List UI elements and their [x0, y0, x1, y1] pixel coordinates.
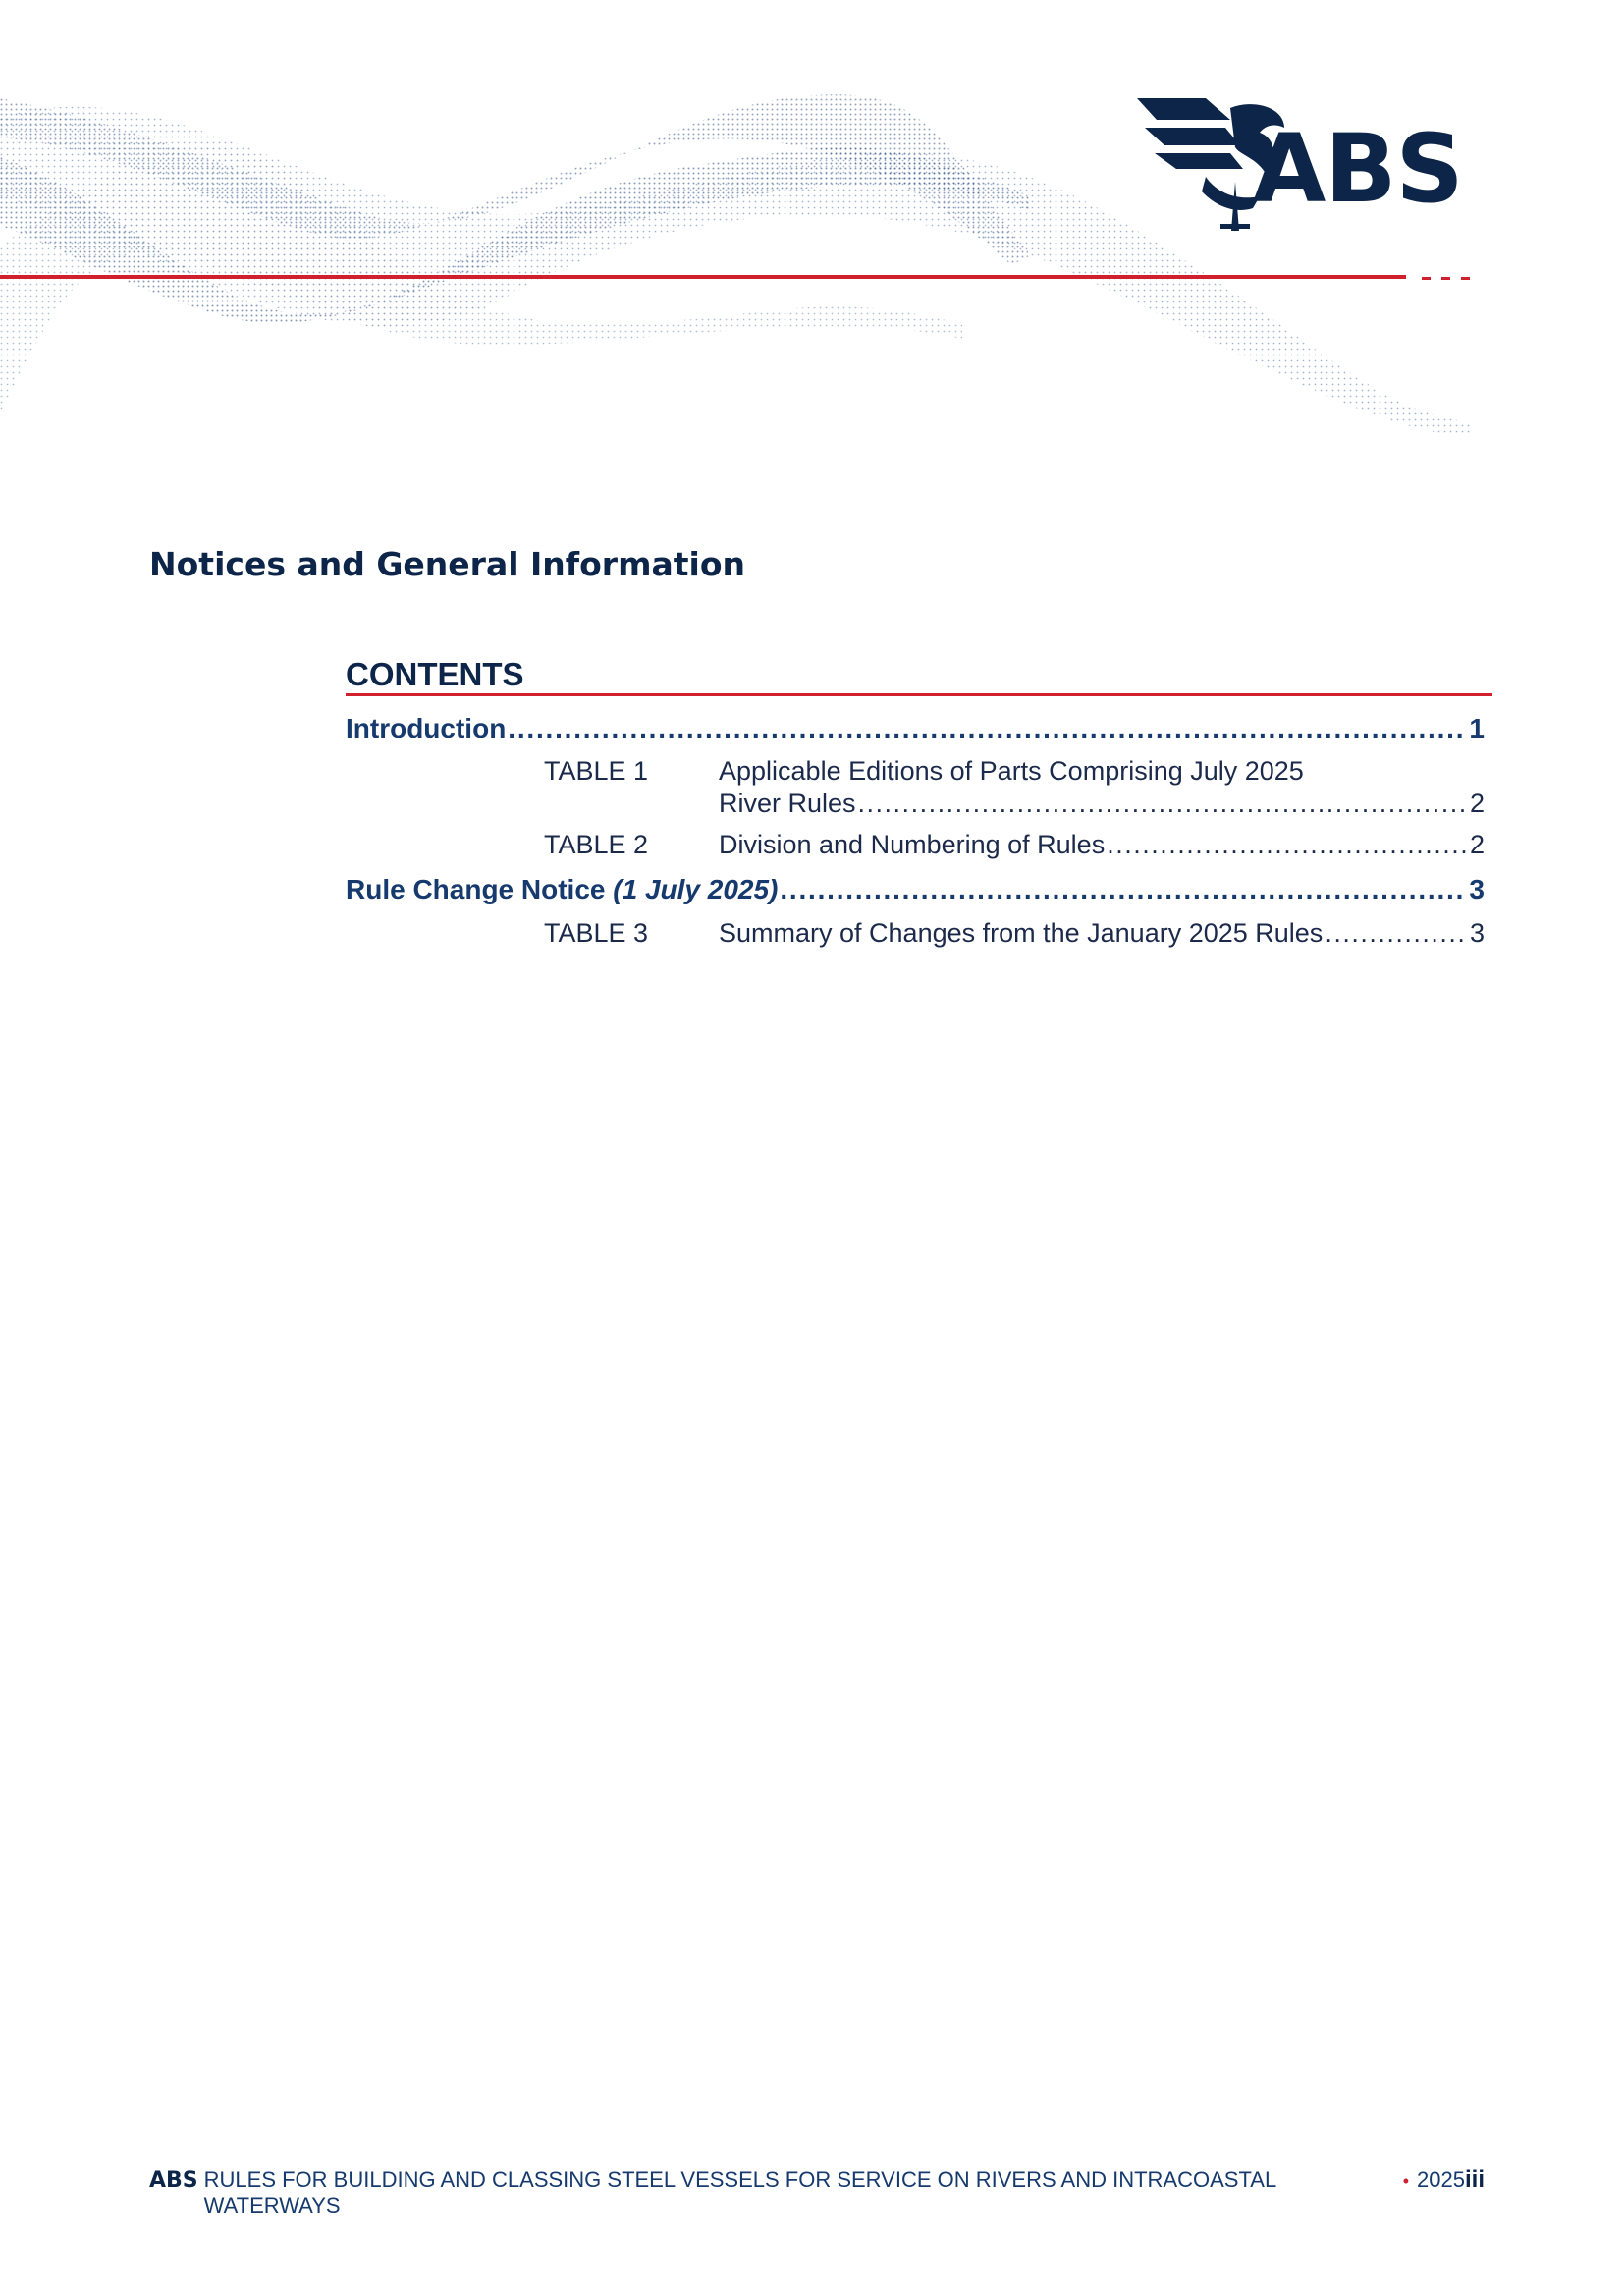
toc-entry-title[interactable]: Division and Numbering of Rules	[719, 830, 1106, 859]
toc-entry-title[interactable]: Introduction	[346, 713, 507, 743]
toc-page-number[interactable]: 3	[1469, 874, 1485, 904]
header-red-dashes	[1422, 277, 1477, 280]
toc-entry-title-text: Rule Change Notice	[346, 874, 614, 904]
toc-entry-title[interactable]	[346, 874, 778, 905]
toc-table-label: TABLE 2	[544, 830, 649, 859]
toc-entry-introduction[interactable]	[346, 713, 1485, 744]
toc-dot-leader	[1107, 830, 1468, 860]
toc-entry-table2[interactable]	[719, 830, 1485, 860]
header-red-rule	[0, 275, 1406, 279]
toc-entry-rule-change-notice[interactable]	[346, 874, 1485, 905]
toc-entry-table3[interactable]	[719, 918, 1485, 949]
footer-year: 2025	[1417, 2167, 1465, 2192]
footer-title: RULES FOR BUILDING AND CLASSING STEEL VESSELS FOR SERVICE ON RIVERS AND INTRACOASTAL WATERWAYS	[203, 2167, 1276, 2217]
toc-entry-title[interactable]: Summary of Changes from the January 2025 Rules	[719, 918, 1324, 948]
toc-page-number[interactable]: 3	[1469, 918, 1485, 948]
toc-entry-table1[interactable]	[719, 789, 1485, 819]
page-title: Notices and General Information	[149, 545, 745, 583]
toc-dot-leader	[858, 789, 1468, 819]
abs-logo-text: ABS	[1253, 114, 1463, 224]
page-footer	[149, 2166, 1485, 2218]
toc-table-label: TABLE 3	[544, 918, 649, 948]
toc-dot-leader	[780, 874, 1467, 905]
toc-table-label: TABLE 1	[544, 756, 649, 786]
footer-page-number: iii	[1464, 2166, 1485, 2193]
toc-page-number[interactable]: 2	[1469, 789, 1485, 818]
toc-page-number[interactable]: 1	[1469, 713, 1485, 743]
toc-table1-title-line1[interactable]: Applicable Editions of Parts Comprising July 2025	[719, 756, 1304, 786]
contents-red-rule	[346, 693, 1492, 696]
toc-entry-title-date: (1 July 2025)	[613, 874, 779, 904]
toc-dot-leader	[508, 713, 1467, 744]
contents-heading: CONTENTS	[346, 656, 524, 692]
footer-brand: ABS	[149, 2168, 198, 2193]
toc-page-number[interactable]: 2	[1469, 830, 1485, 859]
toc-dot-leader	[1325, 918, 1468, 949]
footer-bullet: •	[1402, 2171, 1410, 2191]
toc-table1-title-line2[interactable]: River Rules	[719, 789, 856, 818]
